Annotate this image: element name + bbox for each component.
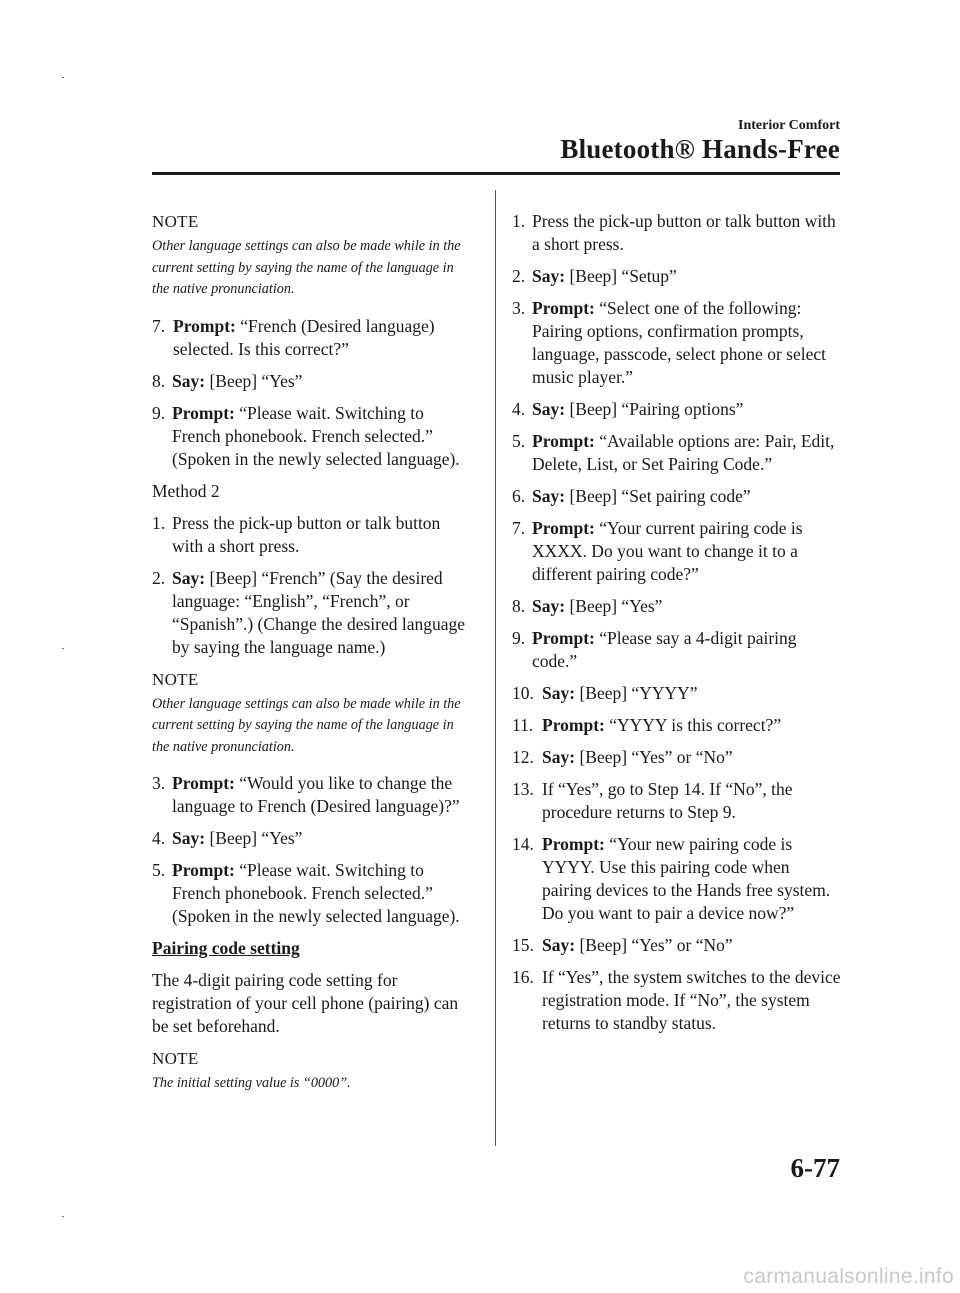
step-item [152, 370, 470, 393]
step-text: [Beep] “Yes” [205, 370, 303, 391]
step-keyword: Say: [172, 370, 206, 391]
step-keyword: Prompt: [542, 834, 605, 854]
step-item [512, 595, 842, 618]
step-item [152, 859, 470, 928]
step-item [512, 746, 842, 769]
step-text: [Beep] “YYYY” [575, 683, 698, 703]
header-rule [152, 172, 840, 175]
step-keyword: Prompt: [172, 773, 235, 793]
step-text: [Beep] “Set pairing code” [565, 486, 751, 506]
note-label: NOTE [152, 212, 199, 231]
step-text: [Beep] “Pairing options” [565, 399, 744, 419]
left-column [152, 210, 470, 1109]
step-text: [Beep] “Yes” [205, 828, 303, 848]
step-number: 13. [512, 779, 534, 799]
step-number: 10. [512, 683, 534, 703]
step-item [152, 567, 470, 659]
step-text: “Please say a 4-digit pairing code.” [532, 628, 797, 671]
step-item [512, 714, 842, 737]
step-item [512, 934, 842, 957]
step-item [512, 833, 842, 925]
step-text: “YYYY is this correct?” [604, 715, 782, 735]
section-subheading: Pairing code setting [152, 938, 300, 958]
method-heading: Method 2 [152, 480, 220, 501]
steps-group-b [152, 512, 470, 659]
step-number: 14. [512, 834, 534, 854]
step-text: “French (Desired language) selected. Is this correct?” [173, 315, 435, 359]
step-number: 16. [512, 967, 534, 987]
note-label: NOTE [152, 1049, 199, 1068]
header-section-label: Interior Comfort [738, 118, 840, 133]
step-number: 1. [512, 211, 526, 231]
step-number: 4. [152, 828, 166, 848]
step-item [152, 512, 470, 558]
step-text: [Beep] “Yes” or “No” [575, 935, 733, 955]
step-number: 5. [152, 860, 166, 880]
step-text: “Your new pairing code is YYYY. Use this pairing code when pairing devices to the Hands free system. Do you want to pair a device now?” [542, 834, 831, 923]
step-text: “Please wait. Switching to French phonebook. French selected.” (Spoken in the newly selected language). [172, 402, 460, 469]
note-text: Other language settings can also be made while in the current setting by saying the name of the language in the native pronunciation. [152, 238, 461, 297]
step-keyword: Prompt: [532, 431, 595, 451]
step-keyword: Say: [532, 486, 566, 506]
crop-mark [62, 77, 64, 78]
step-text: “Select one of the following: Pairing options, confirmation prompts, language, passcode, select phone or select music player.” [532, 298, 826, 387]
crop-mark [62, 1216, 64, 1217]
right-column [512, 210, 842, 1044]
step-number: 8. [512, 596, 526, 616]
step-item [512, 682, 842, 705]
step-item [512, 778, 842, 824]
step-text: “Please wait. Switching to French phonebook. French selected.” (Spoken in the newly selected language). [172, 860, 460, 926]
step-number: 3. [512, 298, 526, 318]
step-number: 4. [512, 399, 526, 419]
step-item [152, 315, 470, 361]
step-text: Press the pick-up button or talk button with a short press. [532, 211, 836, 254]
step-keyword: Say: [172, 828, 206, 848]
step-keyword: Prompt: [172, 402, 235, 423]
page-title: Bluetooth® Hands-Free [560, 134, 840, 164]
step-number: 2. [512, 266, 526, 286]
step-keyword: Say: [172, 567, 206, 588]
step-item [152, 827, 470, 850]
step-text: [Beep] “Yes” or “No” [575, 747, 733, 767]
step-keyword: Say: [532, 399, 566, 419]
page-number: 6-77 [790, 1153, 840, 1183]
step-number: 7. [152, 315, 166, 336]
step-item [152, 402, 470, 471]
step-number: 11. [512, 715, 534, 735]
step-item [512, 210, 842, 256]
step-number: 7. [512, 518, 526, 538]
step-keyword: Say: [542, 683, 576, 703]
crop-mark [62, 648, 64, 649]
step-number: 15. [512, 935, 534, 955]
note-text: Other language settings can also be made while in the current setting by saying the name of the language in the native pronunciation. [152, 695, 461, 755]
step-keyword: Prompt: [542, 715, 605, 735]
step-text: If “Yes”, the system switches to the device registration mode. If “No”, the system returns to standby status. [542, 967, 841, 1033]
step-item [512, 966, 842, 1035]
step-text: “Would you like to change the language to French (Desired language)?” [172, 773, 460, 816]
step-text: Press the pick-up button or talk button with a short press. [172, 512, 441, 556]
step-keyword: Prompt: [532, 298, 595, 318]
step-number: 9. [152, 402, 166, 423]
step-number: 6. [512, 486, 526, 506]
step-text: If “Yes”, go to Step 14. If “No”, the procedure returns to Step 9. [542, 779, 793, 822]
note-label: NOTE [152, 669, 199, 689]
step-text: “Available options are: Pair, Edit, Delete, List, or Set Pairing Code.” [532, 431, 835, 474]
step-item [152, 772, 470, 818]
step-keyword: Say: [532, 266, 566, 286]
note-text: The initial setting value is “0000”. [152, 1075, 351, 1091]
step-number: 8. [152, 370, 166, 391]
step-number: 2. [152, 567, 166, 588]
step-keyword: Say: [532, 596, 566, 616]
step-item [512, 398, 842, 421]
steps-group-a [152, 315, 470, 471]
step-item [512, 485, 842, 508]
step-number: 5. [512, 431, 526, 451]
step-number: 12. [512, 747, 534, 767]
step-keyword: Say: [542, 747, 576, 767]
column-divider [495, 190, 496, 1146]
step-item [512, 265, 842, 288]
body-paragraph: The 4-digit pairing code setting for registration of your cell phone (pairing) can be set beforehand. [152, 970, 459, 1036]
step-item [512, 297, 842, 389]
step-number: 1. [152, 512, 166, 533]
step-keyword: Prompt: [173, 315, 236, 336]
step-number: 9. [512, 628, 526, 648]
steps-group-c [152, 772, 470, 928]
step-text: “Your current pairing code is XXXX. Do you want to change it to a different pairing code?” [532, 518, 803, 584]
watermark: carmanualsonline.info [743, 1265, 954, 1288]
step-text: [Beep] “Yes” [565, 596, 663, 616]
step-number: 3. [152, 773, 166, 793]
step-text: [Beep] “Setup” [565, 266, 677, 286]
step-keyword: Say: [542, 935, 576, 955]
step-item [512, 430, 842, 476]
step-text: [Beep] “French” (Say the desired language: “English”, “French”, or “Spanish”.) (Change the desired language by saying the language name.) [172, 567, 466, 657]
step-item [512, 627, 842, 673]
step-keyword: Prompt: [172, 860, 235, 880]
step-keyword: Prompt: [532, 518, 595, 538]
step-item [512, 517, 842, 586]
step-keyword: Prompt: [532, 628, 595, 648]
